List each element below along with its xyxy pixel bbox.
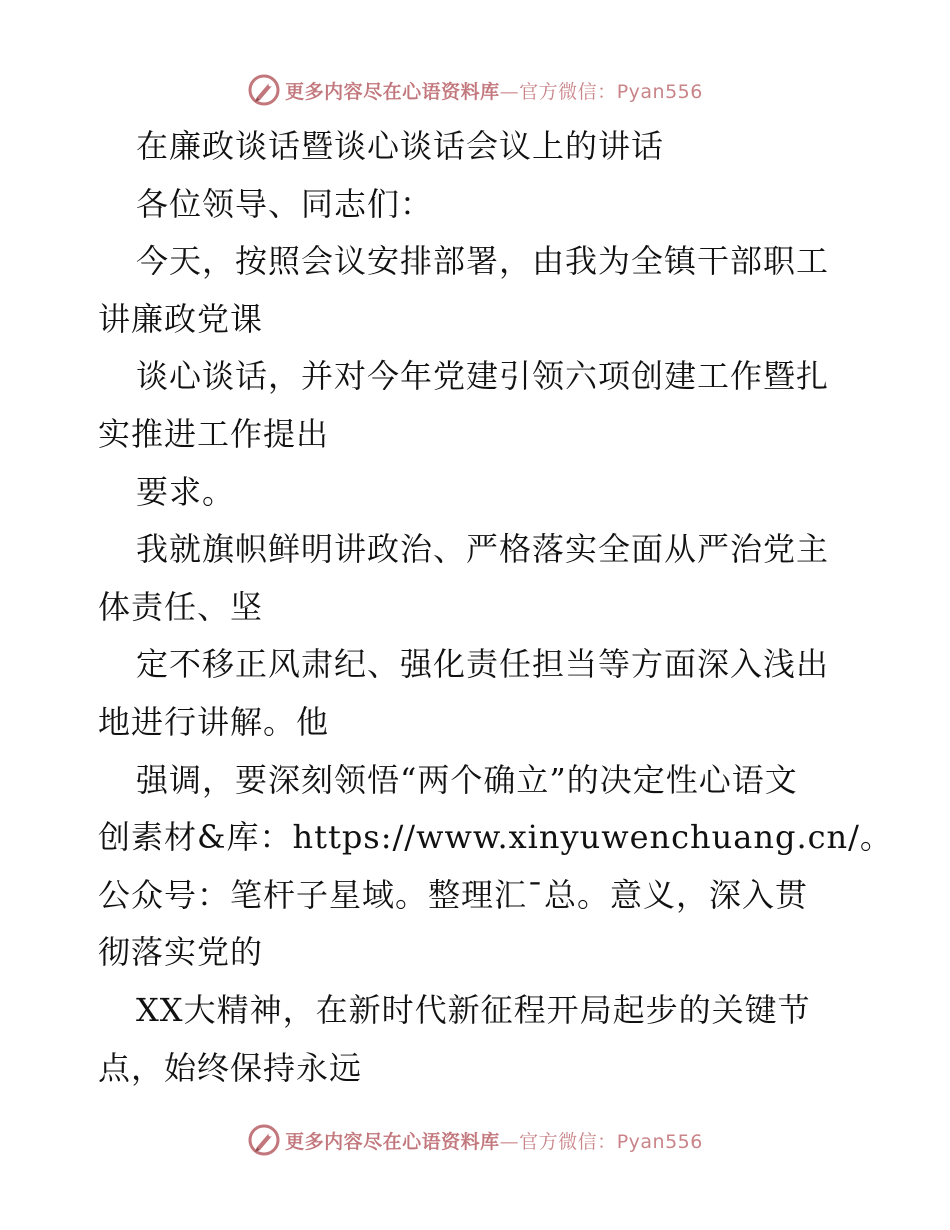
text-line: 要求。: [136, 472, 236, 511]
watermark-separator: —: [499, 1130, 520, 1153]
salutation: 各位领导、同志们：: [136, 184, 434, 223]
wechat-label: 官方微信：: [519, 1130, 617, 1153]
text-line: 定不移正风肃纪、强化责任担当等方面深入浅出: [136, 645, 830, 684]
text-line: 体责任、坚: [98, 587, 264, 626]
text-line: 创素材&库：https://www.xinyuwenchuang.cn/。: [98, 818, 893, 857]
pen-logo-icon: [247, 73, 281, 107]
document-title: 在廉政谈话暨谈心谈话会议上的讲话: [136, 127, 665, 165]
watermark-title: 更多内容尽在心语资料库: [285, 1130, 500, 1153]
watermark-separator: —: [499, 80, 520, 103]
watermark-title: 更多内容尽在心语资料库: [285, 80, 500, 103]
watermark-text: [285, 1127, 703, 1154]
text-line: 讲廉政党课: [98, 299, 264, 338]
text-line: 强调，要深刻领悟“两个确立”的决定性心语文: [136, 760, 798, 799]
wechat-id: Pyan556: [616, 1130, 703, 1153]
text-line: 我就旗帜鲜明讲政治、严格落实全面从严治党主: [136, 530, 830, 569]
wechat-label: 官方微信：: [519, 80, 617, 103]
text-line: 公众号：笔杆子星域。整理汇¯总。意义，深入贯: [98, 875, 809, 914]
wechat-id: Pyan556: [616, 80, 703, 103]
text-line: 点，始终保持永远: [98, 1048, 363, 1087]
text-line: XX大精神，在新时代新征程开局起步的关键节: [136, 990, 811, 1029]
text-line: 实推进工作提出: [98, 414, 330, 453]
header-watermark-banner: [0, 70, 950, 110]
document-body: [98, 118, 893, 1097]
text-line: 地进行讲解。他: [98, 702, 330, 741]
pen-logo-icon: [247, 1123, 281, 1157]
text-line: 彻落实党的: [98, 933, 264, 972]
watermark-text: [285, 77, 703, 104]
footer-watermark-banner: [0, 1120, 950, 1160]
text-line: 谈心谈话，并对今年党建引领六项创建工作暨扎: [136, 357, 830, 396]
text-line: 今天，按照会议安排部署，由我为全镇干部职工: [136, 242, 830, 281]
